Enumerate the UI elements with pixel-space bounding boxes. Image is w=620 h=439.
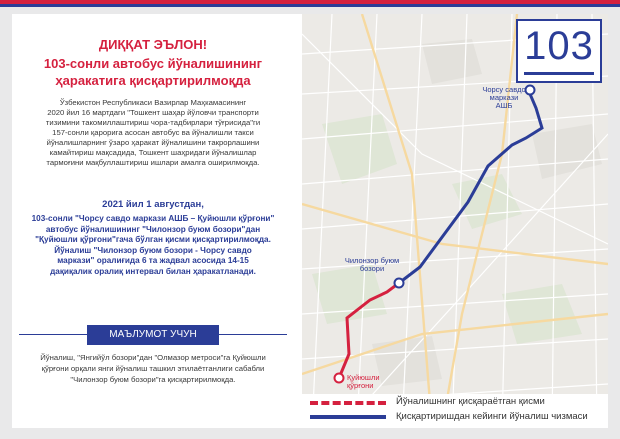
route-number-underline [524,72,594,75]
announcement-line: автобус йўналишининг "Чилонзор буюм бозори"дан [45,224,261,234]
info-line: Йўналиш, "Янгийўл бозори"дан "Олмазор метроси"га Қуйюшли [40,353,266,362]
legend-after-label: Қисқартиришдан кейинги йўналиш чизмаси [396,411,588,422]
effective-date: 2021 йил 1 августдан, [102,199,204,210]
info-label: МАЪЛУМОТ УЧУН [87,325,219,345]
stop-label-line: Қуйюшли [347,373,380,382]
title-line-2: ҳаракатига қисқартирилмоқда [55,73,251,88]
stop-label-chilonzor [342,257,402,273]
intro-line: Ўзбекистон Республикаси Вазирлар Маҳкамасининг [59,98,247,107]
announcement-line: Йўналиш "Чилонзор буюм бозори - Чорсу савдо [54,245,252,255]
attention-heading: ДИҚҚАТ ЭЪЛОН! [98,37,208,52]
intro-line: тармоғини мақбуллаштириш ишлари амалга оширилмоқда. [46,158,260,167]
title-line-1: 103-сонли автобус йўналишининг [43,56,263,71]
intro-line: камайтириш мақсадида, Тошкент шаҳридаги йўналишлар [49,148,257,157]
stop-label-chorsu [478,86,530,110]
stop-chilonzor-marker [395,279,404,288]
stop-label-line: бозори [359,264,385,273]
info-line: "Чилонзор буюм бозори"га қисқартирилмоқда. [70,375,236,384]
stop-label-line: АШБ [495,101,513,110]
announcement-line: маркази" оралиғида 6 та жадвал асосида 14-15 [57,256,249,265]
legend-shortened-swatch [310,401,386,405]
stop-label-line: Чилонзор буюм [344,256,400,265]
announcement-line: 103-сонли "Чорсу савдо маркази АШБ – Қуйюшли қўрғони" [31,214,275,223]
legend-shortened-label: Йўналишнинг қисқараётган қисми [396,396,545,407]
route-number-box [516,19,602,83]
stop-label-line: қўрғони [347,381,374,390]
intro-line: 157-сонли қарорига асосан автобус ва йўналишли такси [52,128,254,137]
stop-label-line: маркази [489,93,519,102]
legend-after-swatch [310,415,386,419]
intro-line: 2020 йил 16 мартдаги "Тошкент шаҳар йўловчи транспорти [47,108,259,117]
notice-text-column [12,14,294,428]
top-stripe-blue [0,4,620,7]
info-line: қўрғони орқали янги йўналиш ташкил этилаётганлиги сабабли [41,364,265,373]
route-number: 103 [524,24,594,68]
notice-card [12,14,608,428]
announcement-line: "Қуйюшли қўрғони"гача бўлган қисми қисқартирилмоқда. [35,235,271,244]
route-map [302,14,608,428]
announcement-line: дақиқалик оралиқ интервал билан ҳаракатланади. [50,266,256,276]
stop-label-line: Чорсу савдо [482,85,526,94]
intro-line: йўналишларнинг ўзаро ҳаракат йўналишини такрорлашини [46,138,260,147]
stop-kuyuyushli-marker [335,374,344,383]
stop-label-kuyuyushli [347,374,391,390]
intro-line: тизимини такомиллаштириш чора-тадбирлари тўғрисида"ги [45,118,261,127]
